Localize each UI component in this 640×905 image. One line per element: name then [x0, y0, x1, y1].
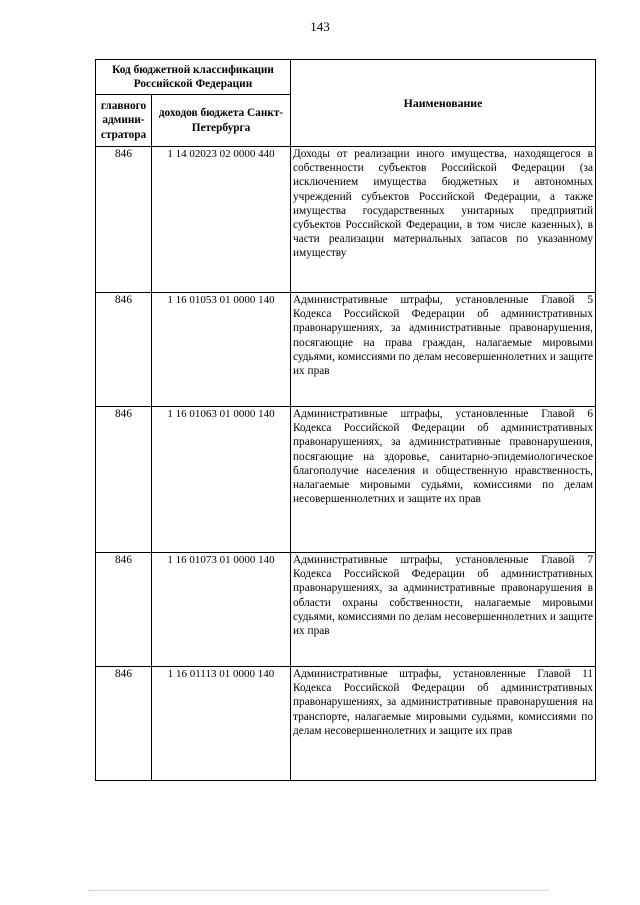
table-row [96, 293, 596, 407]
name-cell: Административные штрафы, установленные Главой 5 Кодекса Российской Федерации об административных правонарушениях, за административные правонарушения, посягающие на права граждан, налагаемые мировыми судьями, комиссиями по делам несовершеннолетних и защите их прав [291, 293, 596, 407]
income-code-cell: 1 16 01073 01 0000 140 [152, 553, 291, 667]
admin-code-cell: 846 [96, 407, 152, 553]
income-code-cell: 1 16 01063 01 0000 140 [152, 407, 291, 553]
admin-code-cell: 846 [96, 553, 152, 667]
admin-code-cell: 846 [96, 667, 152, 781]
table-row [96, 147, 596, 293]
income-code-cell: 1 14 02023 02 0000 440 [152, 147, 291, 293]
header-budget-code-group: Код бюджетной классификации Российской Федерации [96, 60, 291, 95]
header-income: доходов бюджета Санкт-Петербурга [152, 95, 291, 147]
page-number: 143 [310, 19, 330, 34]
table-row [96, 407, 596, 553]
header-row-group [96, 60, 596, 95]
name-cell: Административные штрафы, установленные Главой 11 Кодекса Российской Федерации об административных правонарушениях, за административные правонарушения на транспорте, налагаемые мировыми судьями, комиссиями по делам несовершеннолетних и защите их прав [291, 667, 596, 781]
table-row [96, 553, 596, 667]
name-cell: Доходы от реализации иного имущества, находящегося в собственности субъектов Российской Федерации (за исключением имущества бюджетных и автономных учреждений субъектов Российской Федерации, а также имущества государственных унитарных предприятий субъектов Российской Федерации, в том числе казенных), в части реализации материальных запасов по указанному имуществу [291, 147, 596, 293]
income-code-cell: 1 16 01113 01 0000 140 [152, 667, 291, 781]
name-cell: Административные штрафы, установленные Главой 7 Кодекса Российской Федерации об административных правонарушениях, за административные правонарушения в области охраны собственности, налагаемые мировыми судьями, комиссиями по делам несовершеннолетних и защите их прав [291, 553, 596, 667]
header-admin: главного админи-стратора [96, 95, 152, 147]
admin-code-cell: 846 [96, 293, 152, 407]
budget-classification-table [95, 59, 596, 781]
table-row [96, 667, 596, 781]
header-name: Наименование [291, 60, 596, 147]
admin-code-cell: 846 [96, 147, 152, 293]
scan-footer-artifact [88, 890, 548, 894]
income-code-cell: 1 16 01053 01 0000 140 [152, 293, 291, 407]
name-cell: Административные штрафы, установленные Главой 6 Кодекса Российской Федерации об административных правонарушениях, за административные правонарушения, посягающие на здоровье, санитарно-эпидемиологическое благополучие населения и общественную нравственность, налагаемые мировыми судьями, комиссиями по делам несовершеннолетних и защите их прав [291, 407, 596, 553]
